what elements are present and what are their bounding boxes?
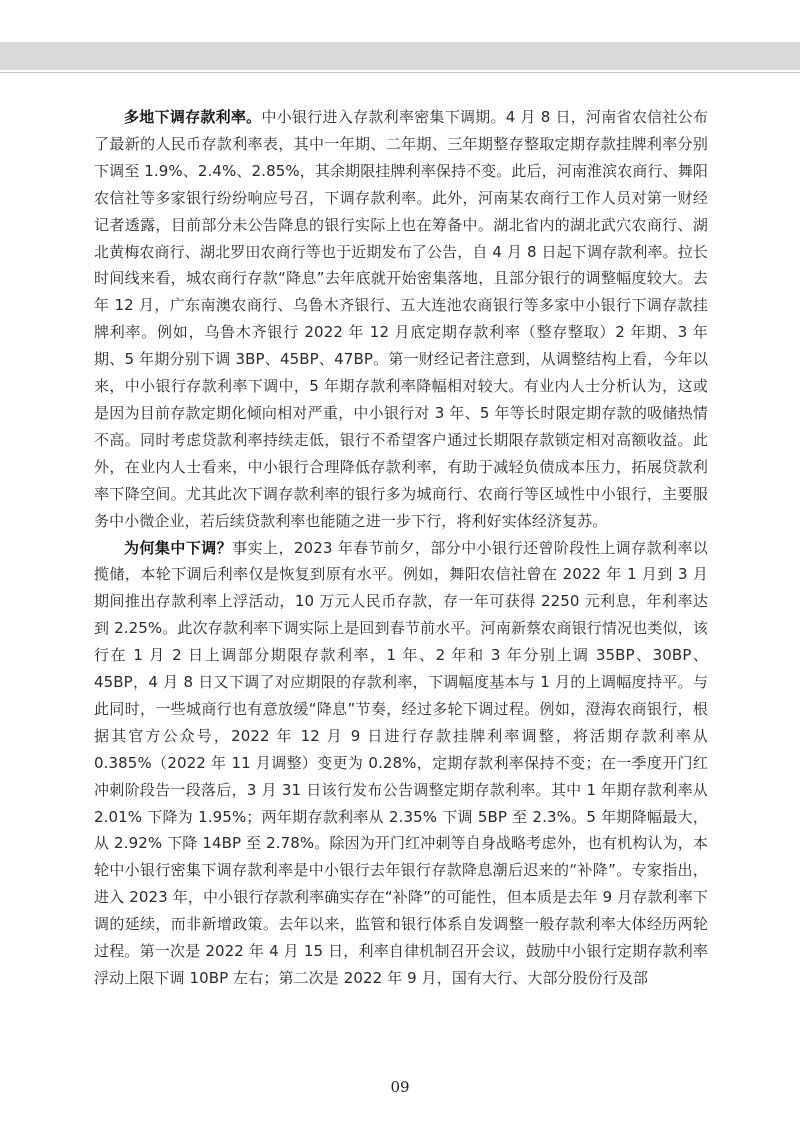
publication-title: CHINESE CHAMBER OF COMMERCE INFORMATION [359,89,698,100]
article-body [94,104,708,992]
page-number: 09 [390,1078,410,1096]
header-band [0,42,800,100]
header-divider [0,72,800,73]
paragraph-2 [94,535,708,992]
paragraph-1 [94,104,708,535]
paragraph-1-text: 中小银行进入存款利率密集下调期。4 月 8 日，河南省农信社公布了最新的人民币存款利率表，其中一年期、二年期、三年期整存整取定期存款挂牌利率分别下调至 1.9%、2.4%、2.85%，其余期限挂牌利率保持不变。此后，河南淮滨农商行、舞阳农信社等多家银行纷纷响应号召，下调存款利率。此外，河南某农商行工作人员对第一财经记者透露，目前部分未公告降息的银行实际上也在筹备中。湖北省内的湖北武穴农商行、湖北黄梅农商行、湖北罗田农商行等也于近期发布了公告，自 4 月 8 日起下调存款利率。拉长时间线来看，城农商行存款“降息”去年底就开始密集落地，且部分银行的调整幅度较大。去年 12 月，广东南澳农商行、乌鲁木齐银行、五大连池农商银行等多家中小银行下调存款挂牌利率。例如，乌鲁木齐银行 2022 年 12 月底定期存款利率（整存整取）2 年期、3 年期、5 年期分别下调 3BP、45BP、47BP。第一财经记者注意到，从调整结构上看，今年以来，中小银行存款利率下调中，5 年期存款利率降幅相对较大。有业内人士分析认为，这或是因为目前存款定期化倾向相对严重，中小银行对 3 年、5 年等长时限定期存款的吸储热情不高。同时考虑贷款利率持续走低，银行不希望客户通过长期限存款锁定相对高额收益。此外，在业内人士看来，中小银行合理降低存款利率，有助于减轻负债成本压力，拓展贷款利率下降空间。尤其此次下调存款利率的银行多为城商行、农商行等区域性中小银行，主要服务中小微企业，若后续贷款利率也能随之进一步下行，将利好实体经济复苏。 [94,108,709,530]
paragraph-1-lead: 多地下调存款利率。 [124,108,262,126]
paragraph-2-text: 事实上，2023 年春节前夕，部分中小银行还曾阶段性上调存款利率以揽储，本轮下调后利率仅是恢复到原有水平。例如，舞阳农信社曾在 2022 年 1 月到 3 月期间推出存款利率上浮活动，10 万元人民币存款，存一年可获得 2250 元利息，年利率达到 2.25%。此次存款利率下调实际上是回到春节前水平。河南新蔡农商银行情况也类似，该行在 1 月 2 日上调部分期限存款利率，1 年、2 年和 3 年分别上调 35BP、30BP、45BP，4 月 8 日又下调了对应期限的存款利率，下调幅度基本与 1 月的上调幅度持平。与此同时，一些城商行也有意放缓“降息”节奏，经过多轮下调过程。例如，澄海农商银行，根据其官方公众号，2022 年 12 月 9 日进行存款挂牌利率调整，将活期存款利率从 0.385%（2022 年 11 月调整）变更为 0.28%，定期存款利率保持不变；在一季度开门红冲刺阶段告一段落后，3 月 31 日该行发布公告调整定期存款利率。其中 1 年期存款利率从 2.01% 下降为 1.95%；两年期存款利率从 2.35% 下调 5BP 至 2.3%。5 年期降幅最大，从 2.92% 下降 14BP 至 2.78%。除因为开门红冲刺等自身战略考虑外，也有机构认为，本轮中小银行密集下调存款利率是中小银行去年银行存款降息潮后迟来的“补降”。专家指出，进入 2023 年，中小银行存款利率确实存在“补降”的可能性，但本质是去年 9 月存款利率下调的延续，而非新增政策。去年以来，监管和银行体系自发调整一般存款利率大体经历两轮过程。第一次是 2022 年 4 月 15 日，利率自律机制召开会议，鼓励中小银行定期存款利率浮动上限下调 10BP 左右；第二次是 2022 年 9 月，国有大行、大部分股份行及部 [94,538,709,987]
paragraph-2-lead: 为何集中下调？ [124,538,233,557]
